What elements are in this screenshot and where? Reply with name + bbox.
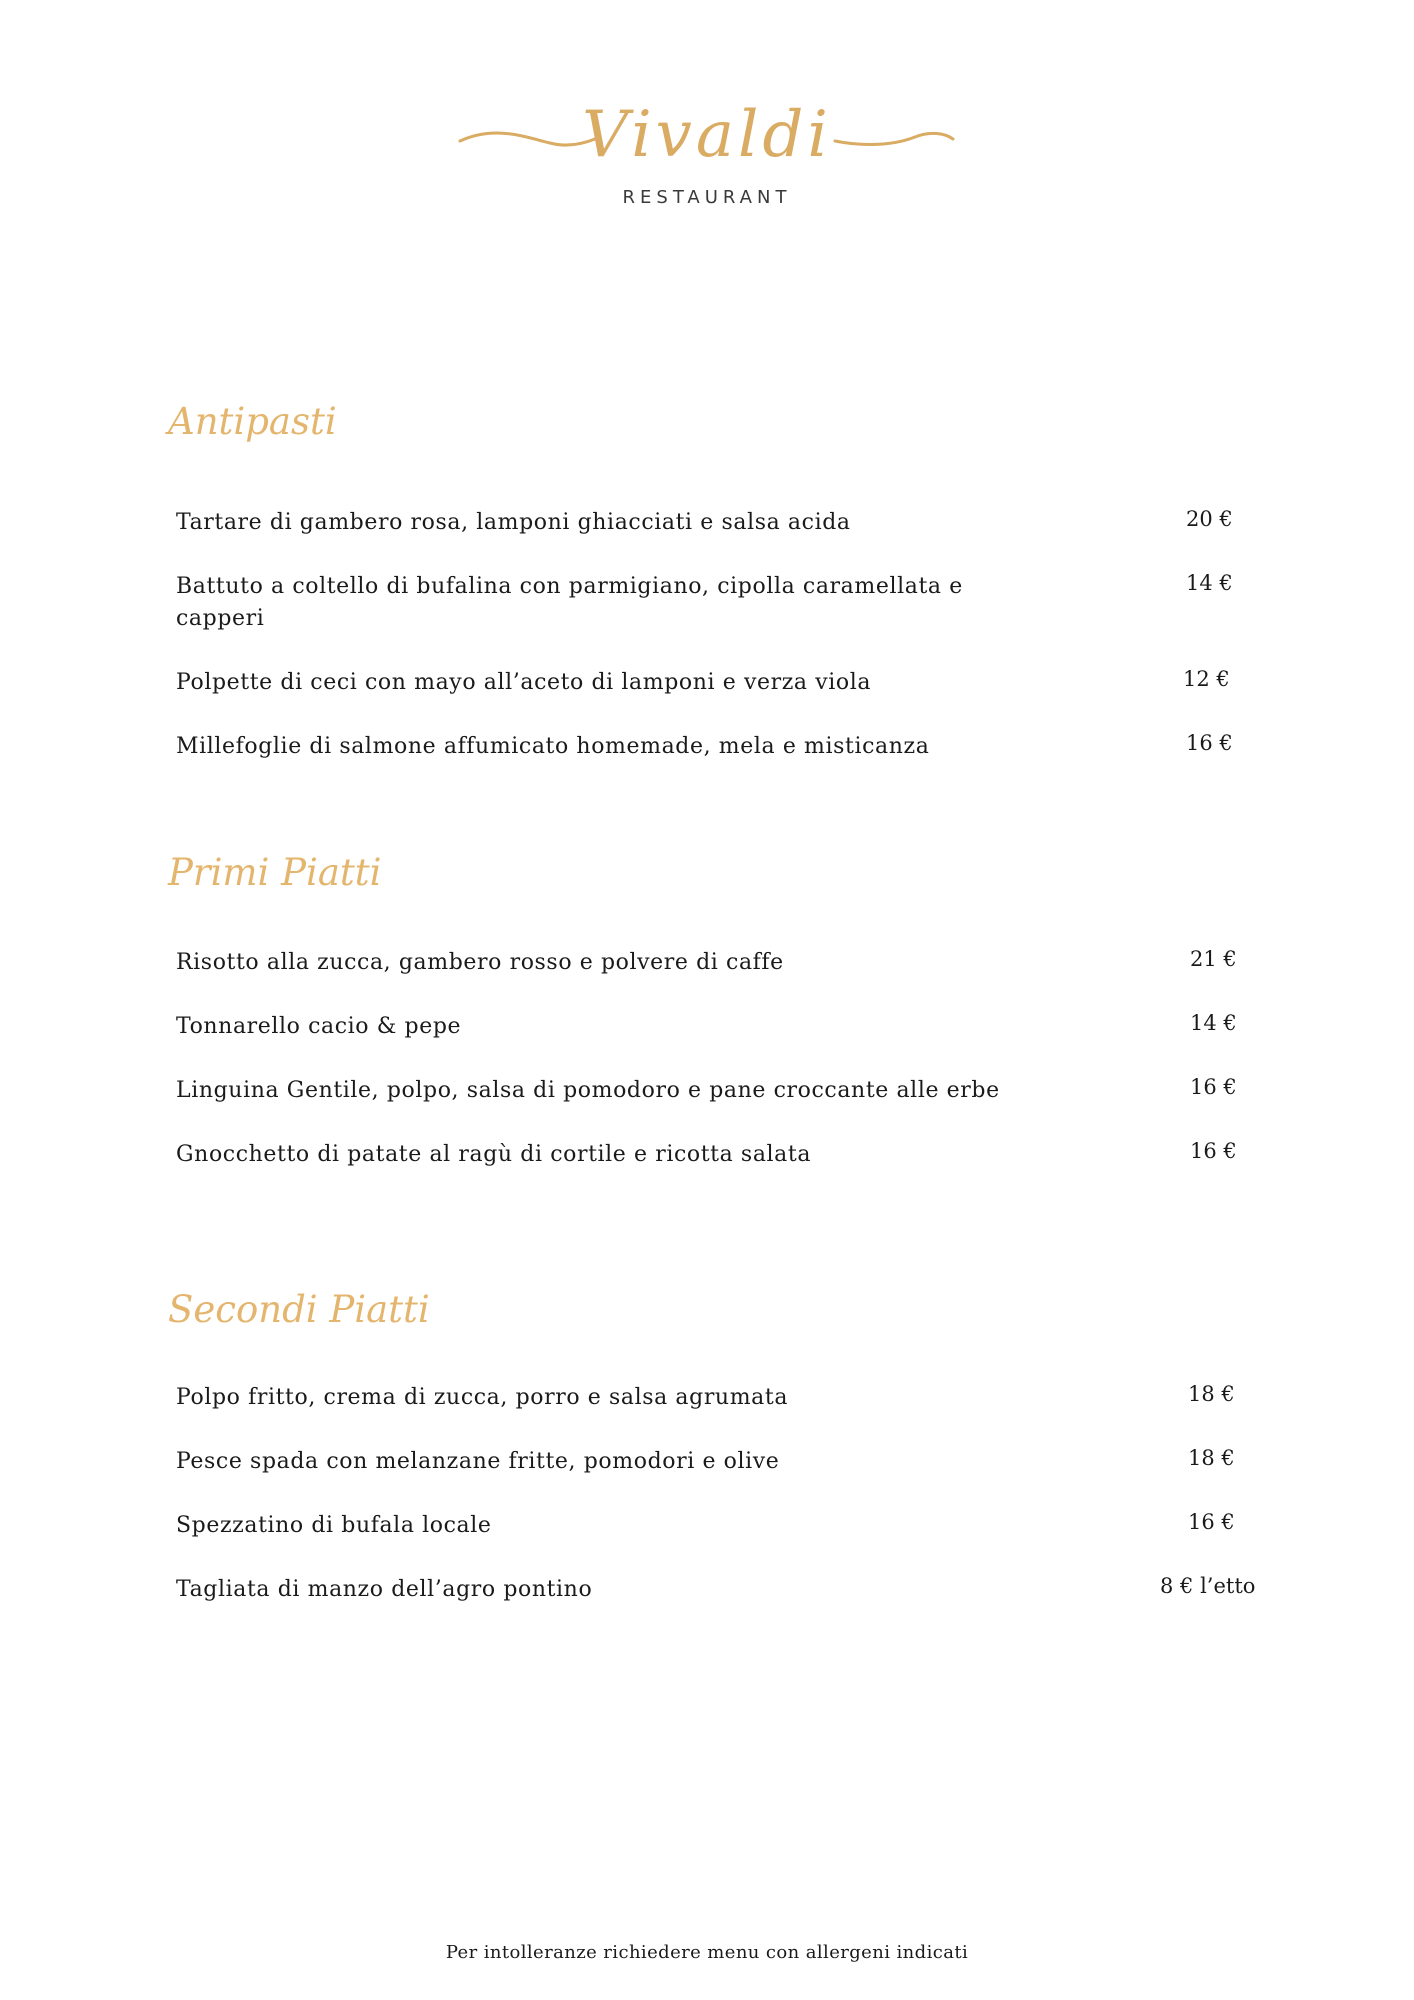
menu-item-name: Tagliata di manzo dell’agro pontino: [176, 1577, 593, 1602]
menu-item-price: 16 €: [1186, 731, 1233, 755]
menu-item-price: 18 €: [1188, 1382, 1235, 1406]
menu-item-name: Spezzatino di bufala locale: [176, 1513, 492, 1538]
menu-item-name: Battuto a coltello di bufalina con parmigiano, cipolla caramellata e capperi: [176, 574, 963, 631]
logo-name: Vivaldi: [582, 98, 832, 172]
menu-item-name: Risotto alla zucca, gambero rosso e polvere di caffe: [176, 950, 784, 975]
menu-item-name: Linguina Gentile, polpo, salsa di pomodoro e pane croccante alle erbe: [176, 1078, 1000, 1103]
menu-item-name: Tartare di gambero rosa, lamponi ghiacciati e salsa acida: [176, 510, 851, 535]
allergen-note: Per intolleranze richiedere menu con allergeni indicati: [445, 1942, 969, 1963]
menu-item-price: 18 €: [1188, 1446, 1235, 1470]
menu-item-price: 14 €: [1190, 1011, 1237, 1035]
menu-item-name: Millefoglie di salmone affumicato homemade, mela e misticanza: [176, 734, 930, 759]
menu-item-price: 16 €: [1190, 1139, 1237, 1163]
menu-item-price: 16 €: [1190, 1075, 1237, 1099]
logo-subtitle: RESTAURANT: [622, 187, 792, 208]
menu-item-name: Polpo fritto, crema di zucca, porro e salsa agrumata: [176, 1385, 789, 1410]
menu-item-name: Gnocchetto di patate al ragù di cortile e ricotta salata: [176, 1142, 812, 1167]
menu-item-price: 20 €: [1186, 507, 1233, 531]
section-title-primi-piatti: Primi Piatti: [168, 851, 382, 894]
menu-item-name: Polpette di ceci con mayo all’aceto di lamponi e verza viola: [176, 670, 872, 695]
menu-item-price: 16 €: [1188, 1510, 1235, 1534]
section-title-antipasti: Antipasti: [168, 400, 337, 443]
menu-item-price: 21 €: [1190, 947, 1237, 971]
menu-item-name: Pesce spada con melanzane fritte, pomodori e olive: [176, 1449, 780, 1474]
menu-item-name: Tonnarello cacio & pepe: [176, 1014, 462, 1039]
menu-item-price: 14 €: [1186, 571, 1233, 595]
menu-item-price: 12 €: [1183, 667, 1230, 691]
menu-item-price: 8 € l’etto: [1160, 1574, 1256, 1598]
section-title-secondi-piatti: Secondi Piatti: [168, 1288, 430, 1331]
restaurant-logo: [0, 95, 1414, 215]
